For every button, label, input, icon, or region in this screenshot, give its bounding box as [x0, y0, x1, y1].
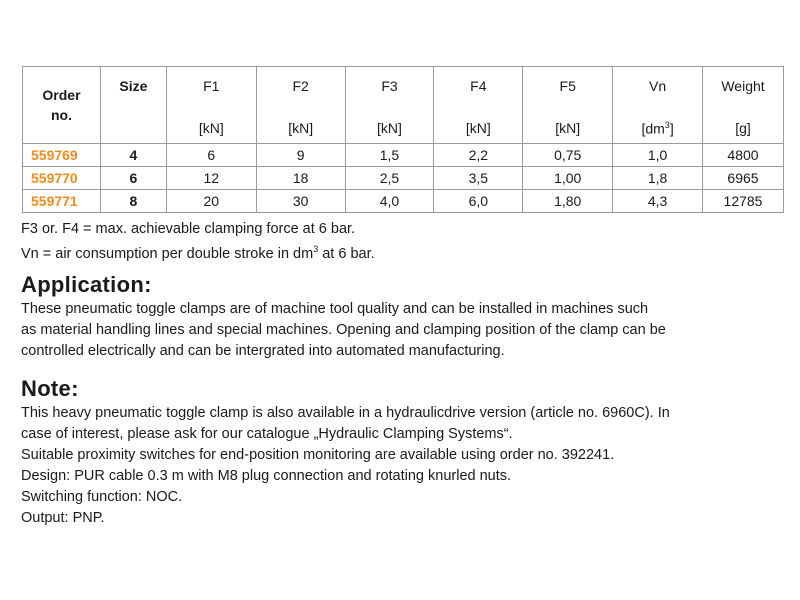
header-vn [613, 67, 703, 144]
cell-size: 4 [100, 144, 166, 167]
table-header-row [23, 67, 784, 144]
table-row [23, 144, 784, 167]
cell-f2: 18 [256, 167, 345, 190]
header-weight-name: Weight [721, 78, 765, 94]
note-heading: Note: [21, 376, 79, 401]
cell-f3: 1,5 [345, 144, 434, 167]
cell-f2: 30 [256, 190, 345, 213]
cell-vn: 1,0 [613, 144, 703, 167]
order-number-link[interactable]: 559770 [23, 167, 101, 190]
application-line: controlled electrically and can be intergrated into automated manufacturing. [21, 343, 505, 359]
cell-f4: 3,5 [434, 167, 523, 190]
footnote-air-sup: 3 [313, 244, 319, 254]
header-f3-unit: [kN] [377, 120, 402, 136]
header-order-line2: no. [50, 107, 72, 123]
footnote-air-post: at 6 bar. [318, 245, 375, 262]
cell-f2: 9 [256, 144, 345, 167]
cell-f5: 1,00 [523, 167, 613, 190]
header-size-label: Size [119, 78, 148, 94]
note-line: Suitable proximity switches for end-position monitoring are available using order no. 392241. [21, 447, 615, 463]
cell-weight: 12785 [703, 190, 784, 213]
note-line: case of interest, please ask for our catalogue „Hydraulic Clamping Systems“. [21, 426, 513, 442]
cell-f4: 6,0 [434, 190, 523, 213]
footnote-clamping-force: F3 or. F4 = max. achievable clamping force at 6 bar. [21, 221, 356, 237]
header-order-no [23, 67, 101, 144]
header-vn-unit-pre: [dm [641, 120, 665, 137]
footnote-air-pre: Vn = air consumption per double stroke in dm [21, 245, 314, 262]
spec-table [22, 66, 784, 213]
header-f3 [345, 67, 434, 144]
header-weight [703, 67, 784, 144]
cell-f5: 0,75 [523, 144, 613, 167]
header-vn-unit [613, 120, 702, 137]
header-f5-name: F5 [559, 78, 576, 94]
note-line: Design: PUR cable 0.3 m with M8 plug connection and rotating knurled nuts. [21, 468, 512, 484]
application-line: These pneumatic toggle clamps are of machine tool quality and can be installed in machines such [21, 301, 649, 317]
cell-weight: 6965 [703, 167, 784, 190]
cell-f3: 2,5 [345, 167, 434, 190]
note-line: Output: PNP. [21, 510, 105, 526]
header-f1 [166, 67, 256, 144]
header-f4-name: F4 [470, 78, 487, 94]
cell-f3: 4,0 [345, 190, 434, 213]
cell-size: 6 [100, 167, 166, 190]
cell-size: 8 [100, 190, 166, 213]
note-line: This heavy pneumatic toggle clamp is also available in a hydraulicdrive version (article no. 6960C). In [21, 405, 670, 421]
order-number-link[interactable]: 559771 [23, 190, 101, 213]
cell-f1: 6 [166, 144, 256, 167]
header-f1-name: F1 [203, 78, 220, 94]
cell-f1: 12 [166, 167, 256, 190]
footnote-air-consumption [21, 239, 375, 264]
header-f4-unit: [kN] [465, 120, 491, 136]
cell-weight: 4800 [703, 144, 784, 167]
cell-vn: 4,3 [613, 190, 703, 213]
table-row [23, 167, 784, 190]
note-line: Switching function: NOC. [21, 489, 183, 505]
cell-f1: 20 [166, 190, 256, 213]
header-f2-unit: [kN] [288, 120, 314, 136]
header-vn-unit-post: ] [669, 120, 674, 137]
header-f2 [256, 67, 345, 144]
table-row [23, 190, 784, 213]
header-f4 [434, 67, 523, 144]
header-order-line1: Order [42, 87, 81, 103]
header-vn-name: Vn [649, 78, 667, 94]
cell-f5: 1,80 [523, 190, 613, 213]
note-section [21, 375, 783, 529]
header-f3-name: F3 [381, 78, 398, 94]
table-footnotes [21, 219, 375, 264]
application-line: as material handling lines and special machines. Opening and clamping position of the clamp can be [21, 322, 666, 338]
header-f1-unit: [kN] [198, 120, 224, 136]
cell-f4: 2,2 [434, 144, 523, 167]
order-number-link[interactable]: 559769 [23, 144, 101, 167]
header-size [100, 67, 166, 144]
application-section [21, 271, 783, 362]
header-vn-unit-sup: 3 [664, 120, 670, 130]
application-heading: Application: [21, 272, 152, 297]
header-f5-unit: [kN] [555, 120, 581, 136]
header-weight-unit: [g] [735, 120, 751, 136]
cell-vn: 1,8 [613, 167, 703, 190]
header-f2-name: F2 [292, 78, 309, 94]
header-f5 [523, 67, 613, 144]
